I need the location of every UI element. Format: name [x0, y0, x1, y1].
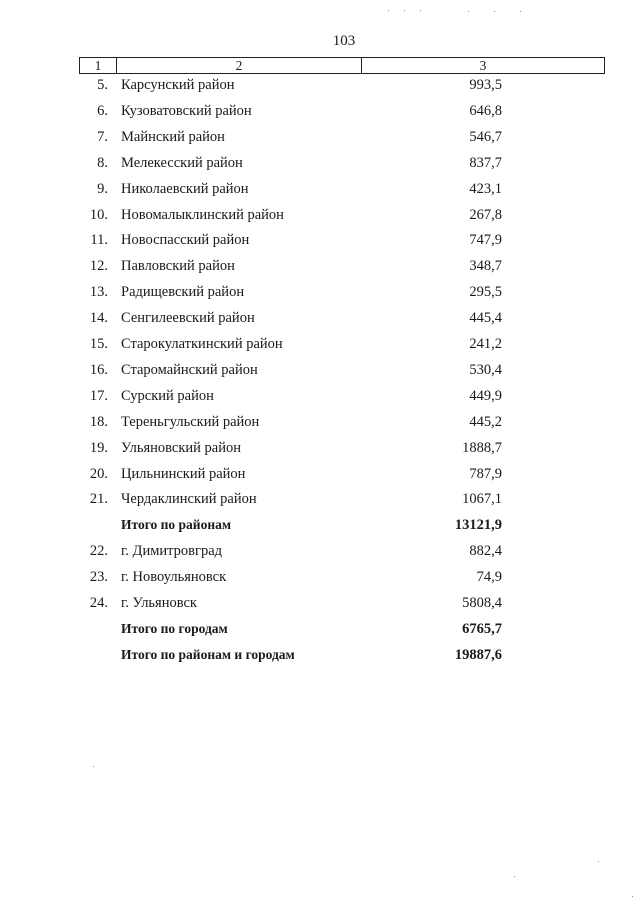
- table-row: [0, 489, 640, 509]
- row-name: Сурский район: [121, 387, 214, 404]
- table-row: [0, 101, 640, 121]
- table-row: [0, 308, 640, 328]
- row-name: Старокулаткинский район: [121, 336, 283, 352]
- row-value: 423,1: [469, 180, 502, 197]
- table-header-col-1: 1: [80, 58, 117, 73]
- row-number: 23.: [89, 569, 108, 586]
- row-name: Ульяновский район: [121, 439, 242, 456]
- row-number: 6.: [97, 102, 108, 119]
- row-value: 747,9: [469, 232, 502, 249]
- scan-speck: [598, 861, 599, 862]
- row-number: 5.: [97, 77, 108, 93]
- row-number: 17.: [89, 387, 108, 404]
- row-value: 74,9: [476, 569, 502, 586]
- table-total-row: [0, 619, 640, 639]
- row-name: Итого по районам и городам: [121, 646, 295, 662]
- table-row: [0, 205, 640, 225]
- row-number: 19.: [89, 439, 108, 456]
- table-header-row: [79, 57, 605, 74]
- row-number: 13.: [89, 284, 108, 301]
- row-value: 267,8: [469, 206, 502, 223]
- row-value: 646,8: [469, 102, 502, 119]
- row-name: Итого по городам: [121, 620, 228, 636]
- row-value: 837,7: [469, 154, 502, 171]
- row-name: г. Ульяновск: [121, 595, 197, 611]
- row-value: 530,4: [469, 361, 502, 378]
- row-number: 7.: [97, 128, 108, 145]
- scan-speck: [388, 10, 389, 11]
- scan-speck: [468, 11, 469, 12]
- row-value: 241,2: [469, 336, 502, 352]
- table-row: [0, 282, 640, 302]
- table-row: [0, 334, 640, 354]
- row-value: 13121,9: [454, 517, 502, 534]
- row-number: 18.: [89, 413, 108, 430]
- row-value: 546,7: [469, 128, 502, 145]
- row-name: Мелекесский район: [121, 154, 243, 171]
- table-header-col-3: 3: [479, 58, 487, 73]
- row-name: Старомайнский район: [121, 361, 258, 378]
- row-value: 882,4: [469, 543, 502, 560]
- row-name: Павловский район: [121, 258, 235, 275]
- row-number: 15.: [89, 336, 108, 352]
- row-value: 5808,4: [462, 595, 502, 611]
- row-number: 20.: [89, 465, 108, 482]
- scan-speck: [93, 766, 94, 767]
- row-name: Новомалыклинский район: [121, 206, 284, 223]
- table-row: [0, 360, 640, 380]
- row-value: 348,7: [469, 258, 502, 275]
- table-row: [0, 256, 640, 276]
- table-row: [0, 386, 640, 406]
- table-row: [0, 230, 640, 250]
- table-row: [0, 179, 640, 199]
- table-header-col-2: 2: [117, 58, 362, 73]
- row-value: 1067,1: [462, 491, 502, 508]
- table-row: [0, 412, 640, 432]
- scan-speck: [420, 10, 421, 11]
- row-name: Итого по районам: [121, 517, 232, 533]
- row-value: 445,4: [469, 310, 502, 327]
- row-value: 295,5: [469, 284, 502, 301]
- page-number: 103: [332, 33, 356, 49]
- scan-speck: [494, 11, 495, 12]
- table-row: [0, 127, 640, 147]
- scan-speck: [520, 11, 521, 12]
- row-name: Кузоватовский район: [121, 102, 252, 119]
- row-number: 16.: [89, 361, 108, 378]
- row-name: Майнский район: [121, 128, 225, 145]
- row-name: Радищевский район: [121, 284, 245, 301]
- scan-speck: [514, 876, 515, 877]
- table-total-row: [0, 645, 640, 665]
- row-name: Николаевский район: [121, 180, 249, 197]
- row-number: 24.: [89, 595, 108, 611]
- row-name: г. Новоульяновск: [121, 569, 227, 586]
- table-row: [0, 593, 640, 613]
- scan-speck: [404, 10, 405, 11]
- table-row: [0, 438, 640, 458]
- row-number: 14.: [89, 310, 108, 327]
- row-number: 10.: [89, 206, 108, 223]
- row-value: 1888,7: [462, 439, 502, 456]
- row-name: Карсунский район: [121, 77, 235, 93]
- table-row: [0, 567, 640, 587]
- table-row: [0, 464, 640, 484]
- scan-speck: [632, 896, 633, 897]
- row-number: 21.: [89, 491, 108, 508]
- row-value: 445,2: [469, 413, 502, 430]
- table-row: [0, 75, 640, 95]
- row-value: 449,9: [469, 387, 502, 404]
- row-number: 11.: [90, 232, 108, 249]
- row-name: Чердаклинский район: [121, 491, 257, 508]
- row-name: Тереньгульский район: [121, 413, 260, 430]
- table-total-row: [0, 515, 640, 535]
- table-row: [0, 153, 640, 173]
- row-name: Новоспасский район: [121, 232, 250, 249]
- row-number: 8.: [97, 154, 108, 171]
- row-name: Цильнинский район: [121, 465, 246, 482]
- row-number: 9.: [97, 180, 108, 197]
- row-value: 19887,6: [454, 646, 502, 663]
- row-name: г. Димитровград: [121, 543, 223, 560]
- row-number: 22.: [89, 543, 108, 560]
- table-row: [0, 541, 640, 561]
- row-name: Сенгилеевский район: [121, 310, 255, 327]
- row-number: 12.: [89, 258, 108, 275]
- row-value: 993,5: [469, 77, 502, 93]
- row-value: 787,9: [469, 465, 502, 482]
- row-value: 6765,7: [462, 620, 502, 637]
